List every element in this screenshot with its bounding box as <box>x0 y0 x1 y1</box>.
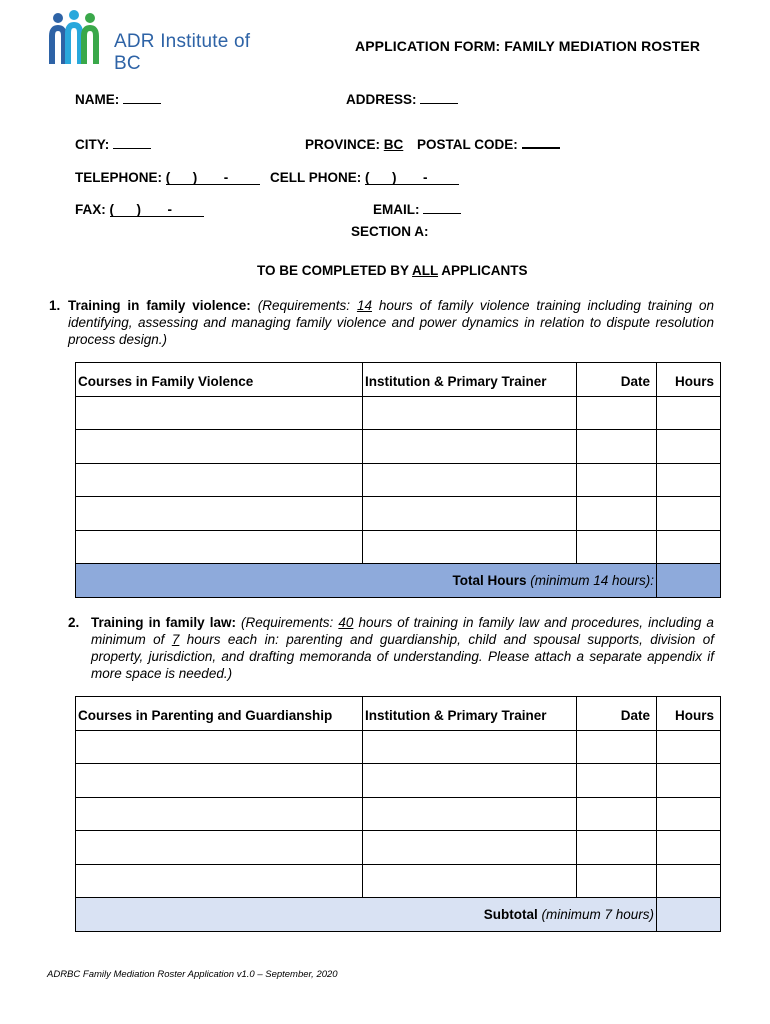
table-row <box>76 397 721 430</box>
col-header-date: Date <box>577 363 657 397</box>
parenting-guardianship-table <box>75 696 721 932</box>
col-header-date: Date <box>577 697 657 731</box>
city-blank[interactable] <box>113 147 151 149</box>
item-2-text: Training in family law: (Requirements: 40 hours of training in family law and procedures, including a minimum of 7 hours each in: parenting and guardianship, child and spousal supports, division of property, jurisdiction, and drafting memoranda of understanding. Please attach a separate appendix if more space is needed.) <box>91 615 714 681</box>
form-title: APPLICATION FORM: FAMILY MEDIATION ROSTER <box>355 38 701 54</box>
table-cell[interactable] <box>657 831 721 865</box>
table-cell[interactable] <box>76 464 363 497</box>
table-row <box>76 798 721 831</box>
fax-blank[interactable]: ( ) - <box>110 202 204 218</box>
table-row <box>76 731 721 764</box>
table-cell[interactable] <box>657 497 721 531</box>
province-value[interactable]: BC <box>383 137 404 152</box>
table-cell[interactable] <box>76 798 363 831</box>
table-row <box>76 865 721 898</box>
table-cell[interactable] <box>657 865 721 898</box>
email-blank[interactable] <box>423 212 461 214</box>
table-cell[interactable] <box>577 430 657 464</box>
table-cell[interactable] <box>657 464 721 497</box>
col-header-institution: Institution & Primary Trainer <box>363 363 577 397</box>
table-cell[interactable] <box>577 865 657 898</box>
table-cell[interactable] <box>363 731 577 764</box>
table-cell[interactable] <box>76 531 363 564</box>
col-header-hours: Hours <box>657 697 721 731</box>
table-cell[interactable] <box>76 497 363 531</box>
subtotal-row <box>76 898 721 932</box>
table-cell[interactable] <box>363 865 577 898</box>
table-cell[interactable] <box>657 764 721 798</box>
city-field[interactable]: CITY: <box>75 137 151 152</box>
table-row <box>76 831 721 865</box>
item-1-number: 1. <box>49 298 61 313</box>
cell-phone-field[interactable]: CELL PHONE: ( ) - <box>270 170 459 186</box>
address-field[interactable]: ADDRESS: <box>346 92 458 107</box>
table-cell[interactable] <box>657 531 721 564</box>
name-blank[interactable] <box>123 102 161 104</box>
table-cell[interactable] <box>363 764 577 798</box>
col-header-institution: Institution & Primary Trainer <box>363 697 577 731</box>
address-blank[interactable] <box>420 102 458 104</box>
table-cell[interactable] <box>577 397 657 430</box>
subtotal-cell[interactable] <box>657 898 721 932</box>
province-field: PROVINCE: BC <box>305 137 404 152</box>
section-a-title: SECTION A: <box>351 224 429 239</box>
logo-mark-icon <box>48 10 104 66</box>
table-cell[interactable] <box>363 531 577 564</box>
table-cell[interactable] <box>657 397 721 430</box>
table-cell[interactable] <box>76 831 363 865</box>
cell-phone-blank[interactable]: ( ) - <box>365 170 459 186</box>
table-cell[interactable] <box>363 497 577 531</box>
subtotal-label: Subtotal (minimum 7 hours) <box>76 898 657 932</box>
telephone-field[interactable]: TELEPHONE: ( ) - <box>75 170 260 186</box>
table-cell[interactable] <box>76 430 363 464</box>
table-cell[interactable] <box>577 764 657 798</box>
col-header-courses: Courses in Family Violence <box>76 363 363 397</box>
total-hours-label: Total Hours (minimum 14 hours): <box>76 564 657 598</box>
family-violence-table <box>75 362 721 598</box>
item-1-text: Training in family violence: (Requirements: 14 hours of family violence training including training on identifying, assessing and managing family violence and power dynamics in relation to dispute resolution process design.) <box>68 298 714 347</box>
table-cell[interactable] <box>577 497 657 531</box>
table-cell[interactable] <box>76 397 363 430</box>
table-cell[interactable] <box>577 531 657 564</box>
table-cell[interactable] <box>76 731 363 764</box>
table-cell[interactable] <box>657 798 721 831</box>
table-cell[interactable] <box>363 464 577 497</box>
email-field[interactable]: EMAIL: <box>373 202 461 217</box>
table-row <box>76 497 721 531</box>
total-row <box>76 564 721 598</box>
section-a-subtitle: TO BE COMPLETED BY ALL APPLICANTS <box>257 263 528 278</box>
table-cell[interactable] <box>363 397 577 430</box>
col-header-hours: Hours <box>657 363 721 397</box>
logo <box>48 10 278 74</box>
postal-code-field[interactable]: POSTAL CODE: <box>417 137 560 152</box>
table-cell[interactable] <box>363 831 577 865</box>
table-cell[interactable] <box>363 798 577 831</box>
table-header-row <box>76 697 721 731</box>
table-cell[interactable] <box>657 731 721 764</box>
table-cell[interactable] <box>76 764 363 798</box>
fax-field[interactable]: FAX: ( ) - <box>75 202 204 218</box>
item-2-number: 2. <box>68 615 80 630</box>
table-cell[interactable] <box>76 865 363 898</box>
table-header-row <box>76 363 721 397</box>
table-cell[interactable] <box>657 430 721 464</box>
logo-text: ADR Institute of BC <box>114 31 251 74</box>
total-hours-cell[interactable] <box>657 564 721 598</box>
postal-code-blank[interactable] <box>522 146 560 149</box>
name-field[interactable]: NAME: <box>75 92 161 107</box>
telephone-blank[interactable]: ( ) - <box>166 170 260 186</box>
table-row <box>76 764 721 798</box>
table-cell[interactable] <box>577 464 657 497</box>
table-cell[interactable] <box>577 831 657 865</box>
table-cell[interactable] <box>577 798 657 831</box>
table-cell[interactable] <box>577 731 657 764</box>
col-header-courses: Courses in Parenting and Guardianship <box>76 697 363 731</box>
table-row <box>76 531 721 564</box>
table-row <box>76 430 721 464</box>
table-cell[interactable] <box>363 430 577 464</box>
footer-text: ADRBC Family Mediation Roster Application v1.0 – September, 2020 <box>47 969 338 980</box>
table-row <box>76 464 721 497</box>
